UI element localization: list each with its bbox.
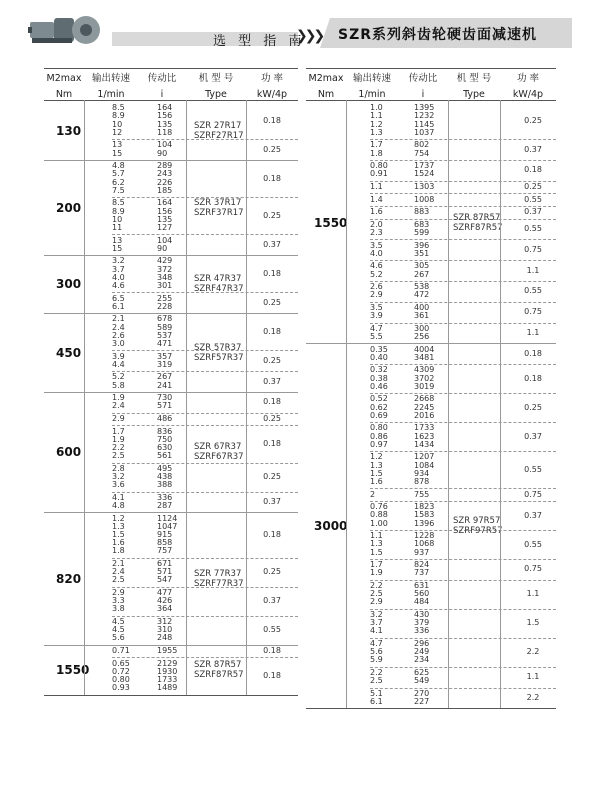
power-cell: 0.37 <box>263 596 281 606</box>
ratio-cell: 538 472 <box>414 282 430 300</box>
output-speed-cell: 1.1 1.3 1.5 <box>370 531 383 557</box>
column-separator <box>448 100 449 708</box>
power-cell: 0.18 <box>263 326 281 336</box>
power-cell: 0.55 <box>524 224 542 233</box>
row-divider <box>370 393 556 394</box>
table-bottom-rule <box>44 695 298 696</box>
power-cell: 0.37 <box>524 144 542 154</box>
ratio-cell: 625 549 <box>414 668 430 686</box>
model-type-line: SZR 37R17 <box>194 197 242 208</box>
ratio-cell: 678 589 537 471 <box>157 314 173 348</box>
ratio-cell: 477 426 364 <box>157 588 173 614</box>
ratio-cell: 1823 1583 1396 <box>414 502 435 528</box>
model-type-line: SZRF47R37 <box>194 284 244 295</box>
column-header <box>44 71 84 103</box>
power-cell: 1.1 <box>526 265 540 275</box>
column-separator <box>346 100 347 708</box>
gear-reducer-icon <box>28 12 102 46</box>
guide-label: 选 型 指 南 <box>213 34 306 49</box>
power-cell: 0.55 <box>524 194 542 204</box>
power-cell: 0.18 <box>263 115 281 125</box>
column-header-line2: Nm <box>55 89 73 100</box>
column-header <box>500 71 556 103</box>
power-cell: 1.5 <box>526 618 540 628</box>
column-header-line1: M2max <box>308 73 344 84</box>
power-cell: 0.75 <box>524 489 542 499</box>
ratio-cell: 300 256 <box>414 323 430 341</box>
ratio-cell: 883 <box>414 207 430 217</box>
output-speed-cell: 13 15 <box>112 140 123 158</box>
power-cell: 0.25 <box>263 567 281 577</box>
output-speed-cell: 2 <box>370 489 376 499</box>
column-header <box>306 71 346 103</box>
output-speed-cell: 1.2 1.3 1.5 1.6 1.8 <box>112 513 125 556</box>
row-divider <box>370 260 556 261</box>
output-speed-cell: 4.5 4.5 5.6 <box>112 617 125 643</box>
output-speed-cell: 4.1 4.8 <box>112 492 125 510</box>
model-type-line: SZR 87R57 <box>453 212 501 223</box>
ratio-cell: 1737 1524 <box>414 161 435 179</box>
output-speed-cell: 3.5 4.0 <box>370 240 383 258</box>
ratio-cell: 336 287 <box>157 492 173 510</box>
column-header <box>84 71 138 103</box>
row-divider <box>370 688 556 689</box>
power-cell: 0.25 <box>263 355 281 365</box>
page-header <box>0 0 601 60</box>
power-cell: 0.18 <box>263 439 281 448</box>
row-divider <box>112 657 298 658</box>
row-divider <box>370 239 556 240</box>
model-type-line: SZR 67R37 <box>194 442 242 453</box>
output-speed-cell: 5.2 5.8 <box>112 372 125 390</box>
torque-value: 1550 <box>56 662 90 677</box>
ratio-cell: 755 <box>414 489 430 499</box>
power-cell: 0.18 <box>263 671 281 680</box>
output-speed-cell: 13 15 <box>112 235 123 253</box>
output-speed-cell: 1.1 <box>370 182 383 191</box>
column-header-line2: 1/min <box>358 89 386 100</box>
power-cell: 0.25 <box>524 182 542 192</box>
output-speed-cell: 3.5 3.9 <box>370 303 383 321</box>
output-speed-cell: 0.52 0.62 0.69 <box>370 394 388 420</box>
ratio-cell: 305 267 <box>414 261 430 279</box>
row-divider <box>370 323 556 324</box>
output-speed-cell: 3.2 3.7 4.0 4.6 <box>112 256 125 290</box>
power-cell: 0.37 <box>263 497 281 506</box>
model-type <box>194 660 244 680</box>
model-type-line: SZRF57R37 <box>194 352 244 363</box>
output-speed-cell: 2.0 2.3 <box>370 219 383 237</box>
power-cell: 0.18 <box>263 173 281 183</box>
row-divider <box>370 580 556 581</box>
column-header-line1: 机 型 号 <box>456 73 492 84</box>
column-header <box>186 71 246 103</box>
output-speed-cell: 1.4 <box>370 194 383 204</box>
row-divider <box>370 422 556 423</box>
output-speed-cell: 4.7 5.6 5.9 <box>370 639 383 665</box>
output-speed-cell: 2.1 2.4 2.6 3.0 <box>112 314 125 348</box>
torque-value: 600 <box>56 445 82 460</box>
model-type <box>194 343 244 363</box>
column-header-line1: M2max <box>46 73 82 84</box>
ratio-cell: 104 90 <box>157 140 173 158</box>
model-type-line: SZRF27R17 <box>194 131 244 141</box>
output-speed-cell: 2.9 <box>112 414 125 423</box>
ratio-cell: 1124 1047 915 858 757 <box>157 513 178 556</box>
ratio-cell: 267 241 <box>157 372 173 390</box>
output-speed-cell: 3.9 4.4 <box>112 351 125 369</box>
ratio-cell: 289 243 226 185 <box>157 161 173 195</box>
model-type-line: SZRF87R57 <box>194 669 244 680</box>
torque-value: 820 <box>56 571 82 586</box>
ratio-cell: 1955 <box>157 646 178 655</box>
model-type-line: SZRF37R17 <box>194 207 244 218</box>
output-speed-cell: 3.2 3.7 4.1 <box>370 610 383 636</box>
power-cell: 0.18 <box>263 530 281 540</box>
row-divider <box>370 609 556 610</box>
ratio-cell: 164 156 135 118 <box>157 103 173 137</box>
output-speed-cell: 0.65 0.72 0.80 0.93 <box>112 658 130 693</box>
power-cell: 0.75 <box>524 307 542 317</box>
model-type-line: SZR 77R37 <box>194 568 242 579</box>
header-bottom-rule <box>44 100 298 101</box>
ratio-cell: 270 227 <box>414 688 430 706</box>
output-speed-cell: 0.35 0.40 <box>370 344 388 362</box>
column-header-line1: 传动比 <box>147 73 177 84</box>
row-divider <box>370 451 556 452</box>
ratio-cell: 836 750 630 561 <box>157 426 173 461</box>
ratio-cell: 671 571 547 <box>157 559 173 585</box>
header-top-rule <box>306 68 556 69</box>
row-divider <box>370 667 556 668</box>
torque-value: 300 <box>56 277 82 292</box>
column-header-line2: Type <box>205 89 227 100</box>
output-speed-cell: 4.8 5.7 6.2 7.5 <box>112 161 125 195</box>
output-speed-cell: 6.5 6.1 <box>112 293 125 311</box>
output-speed-cell: 0.76 0.88 1.00 <box>370 502 388 528</box>
power-cell: 1.1 <box>526 328 540 337</box>
ratio-cell: 486 <box>157 414 173 423</box>
row-divider <box>112 234 298 235</box>
ratio-cell: 2668 2245 2016 <box>414 394 435 420</box>
ratio-cell: 255 228 <box>157 293 173 311</box>
series-title: SZR系列斜齿轮硬齿面减速机 <box>338 27 538 43</box>
output-speed-cell: 4.6 5.2 <box>370 261 383 279</box>
ratio-cell: 4004 3481 <box>414 344 435 362</box>
column-header <box>398 71 448 103</box>
output-speed-cell: 0.32 0.38 0.46 <box>370 365 388 391</box>
row-divider <box>112 616 298 617</box>
ratio-cell: 802 754 <box>414 140 430 158</box>
model-type <box>194 569 244 589</box>
model-type-line: SZRF87R57 <box>453 222 503 233</box>
column-header-line2: kW/4p <box>256 89 288 100</box>
ratio-cell: 357 319 <box>157 351 173 369</box>
power-cell: 1.1 <box>526 672 540 682</box>
output-speed-cell: 0.71 <box>112 646 130 655</box>
model-type-line: SZRF97R57 <box>453 525 503 536</box>
model-type <box>194 198 244 218</box>
ratio-cell: 400 361 <box>414 303 430 321</box>
model-type <box>453 213 503 233</box>
output-speed-cell: 2.9 3.3 3.8 <box>112 588 125 614</box>
row-divider <box>112 425 298 426</box>
column-header-line1: 输出转速 <box>352 73 391 84</box>
power-cell: 0.37 <box>524 510 542 520</box>
output-speed-cell: 1.7 1.8 <box>370 140 383 158</box>
output-speed-cell: 1.6 <box>370 207 383 217</box>
power-cell: 0.37 <box>524 207 542 217</box>
power-cell: 0.37 <box>263 376 281 386</box>
column-separator <box>84 100 85 695</box>
ratio-cell: 495 438 388 <box>157 463 173 490</box>
column-header-line1: 输出转速 <box>91 73 130 84</box>
torque-value: 200 <box>56 200 82 215</box>
output-speed-cell: 1.9 2.4 <box>112 393 125 411</box>
power-cell: 0.18 <box>263 646 281 656</box>
output-speed-cell: 1.7 1.9 2.2 2.5 <box>112 426 125 461</box>
ratio-cell: 1228 1068 937 <box>414 531 435 557</box>
output-speed-cell: 2.2 2.5 2.9 <box>370 581 383 607</box>
power-cell: 0.18 <box>263 397 281 407</box>
column-header-line2: i <box>160 89 164 100</box>
power-cell: 0.37 <box>263 239 281 249</box>
ratio-cell: 1008 <box>414 194 435 204</box>
ratio-cell: 104 90 <box>157 235 173 253</box>
power-cell: 0.18 <box>524 373 542 383</box>
ratio-cell: 1733 1623 1434 <box>414 423 435 449</box>
output-speed-cell: 0.80 0.86 0.97 <box>370 423 388 449</box>
torque-value: 130 <box>56 124 82 138</box>
column-header-line1: 传动比 <box>408 73 438 84</box>
table-bottom-rule <box>306 708 556 709</box>
row-divider <box>112 371 298 372</box>
ratio-cell: 2129 1930 1733 1489 <box>157 658 178 693</box>
ratio-cell: 824 737 <box>414 560 430 578</box>
ratio-cell: 730 571 <box>157 393 173 411</box>
power-cell: 0.55 <box>263 625 281 635</box>
output-speed-cell: 0.80 0.91 <box>370 161 388 179</box>
header-bottom-rule <box>306 100 556 101</box>
model-type-line: SZRF67R37 <box>194 452 244 463</box>
column-header <box>448 71 500 103</box>
ratio-cell: 4309 3702 3019 <box>414 365 435 391</box>
power-cell: 0.25 <box>524 115 542 125</box>
model-type-line: SZR 97R57 <box>453 515 501 526</box>
power-cell: 0.25 <box>524 402 542 412</box>
header-top-rule <box>44 68 298 69</box>
column-separator <box>500 100 501 708</box>
power-cell: 0.75 <box>524 244 542 254</box>
output-speed-cell: 1.0 1.1 1.2 1.3 <box>370 103 383 137</box>
column-header-line2: kW/4p <box>512 89 544 100</box>
torque-value: 1550 <box>314 215 348 230</box>
model-type <box>194 274 244 294</box>
power-cell: 0.37 <box>524 431 542 441</box>
column-header-line1: 机 型 号 <box>198 73 234 84</box>
ratio-cell: 631 560 484 <box>414 581 430 607</box>
torque-value: 3000 <box>314 518 348 533</box>
model-type-line: SZRF77R37 <box>194 578 244 589</box>
column-header-line2: i <box>421 89 425 100</box>
power-cell: 0.55 <box>524 464 542 474</box>
power-cell: 0.25 <box>263 414 281 424</box>
power-cell: 0.18 <box>263 268 281 278</box>
ratio-cell: 683 599 <box>414 219 430 237</box>
ratio-cell: 164 156 135 127 <box>157 198 173 232</box>
row-divider <box>370 281 556 282</box>
ratio-cell: 1207 1084 934 878 <box>414 452 435 486</box>
row-divider <box>370 302 556 303</box>
row-divider <box>112 558 298 559</box>
row-divider <box>370 364 556 365</box>
output-speed-cell: 1.7 1.9 <box>370 560 383 578</box>
column-header <box>138 71 186 103</box>
row-divider <box>112 492 298 493</box>
output-speed-cell: 5.1 6.1 <box>370 688 383 706</box>
power-cell: 2.2 <box>526 647 540 657</box>
column-header-line1: 功 率 <box>516 73 540 84</box>
model-type <box>194 121 244 141</box>
ratio-cell: 312 310 248 <box>157 617 173 643</box>
power-cell: 0.25 <box>263 210 281 220</box>
power-cell: 0.25 <box>263 144 281 154</box>
model-type <box>453 516 503 536</box>
column-header-line2: Nm <box>317 89 335 100</box>
ratio-cell: 1395 1232 1145 1037 <box>414 103 435 137</box>
ratio-cell: 396 351 <box>414 240 430 258</box>
output-speed-cell: 1.2 1.3 1.5 1.6 <box>370 452 383 486</box>
power-cell: 0.75 <box>524 564 542 574</box>
column-separator <box>246 100 247 695</box>
row-divider <box>370 559 556 560</box>
ratio-cell: 429 372 348 301 <box>157 256 173 290</box>
column-header-line2: 1/min <box>97 89 125 100</box>
output-speed-cell: 4.7 5.5 <box>370 323 383 341</box>
row-divider <box>370 501 556 502</box>
row-divider <box>370 160 556 161</box>
output-speed-cell: 2.6 2.9 <box>370 282 383 300</box>
output-speed-cell: 8.5 8.9 10 11 <box>112 198 125 232</box>
torque-value: 450 <box>56 345 82 360</box>
output-speed-cell: 8.5 8.9 10 12 <box>112 103 125 137</box>
power-cell: 0.55 <box>524 539 542 549</box>
column-header-line2: Type <box>463 89 485 100</box>
row-divider <box>370 638 556 639</box>
row-divider <box>112 463 298 464</box>
model-type-line: SZR 27R17 <box>194 121 242 131</box>
model-type-line: SZR 57R37 <box>194 342 242 353</box>
output-speed-cell: 2.2 2.5 <box>370 668 383 686</box>
column-header <box>246 71 298 103</box>
output-speed-cell: 2.1 2.4 2.5 <box>112 559 125 585</box>
power-cell: 1.1 <box>526 589 540 599</box>
output-speed-cell: 2.8 3.2 3.6 <box>112 463 125 490</box>
column-header-line1: 功 率 <box>260 73 284 84</box>
model-type-line: SZR 87R57 <box>194 659 242 670</box>
chevrons-icon: ❯❯❯ <box>296 28 323 44</box>
column-header <box>346 71 398 103</box>
ratio-cell: 430 379 336 <box>414 610 430 636</box>
power-cell: 0.25 <box>263 297 281 307</box>
ratio-cell: 1303 <box>414 182 435 191</box>
power-cell: 2.2 <box>526 693 540 702</box>
power-cell: 0.18 <box>524 348 542 358</box>
model-type <box>194 442 244 462</box>
column-separator <box>186 100 187 695</box>
power-cell: 0.25 <box>263 472 281 482</box>
row-divider <box>370 139 556 140</box>
power-cell: 0.55 <box>524 286 542 296</box>
power-cell: 0.18 <box>524 165 542 175</box>
model-type-line: SZR 47R37 <box>194 274 242 285</box>
ratio-cell: 296 249 234 <box>414 639 430 665</box>
